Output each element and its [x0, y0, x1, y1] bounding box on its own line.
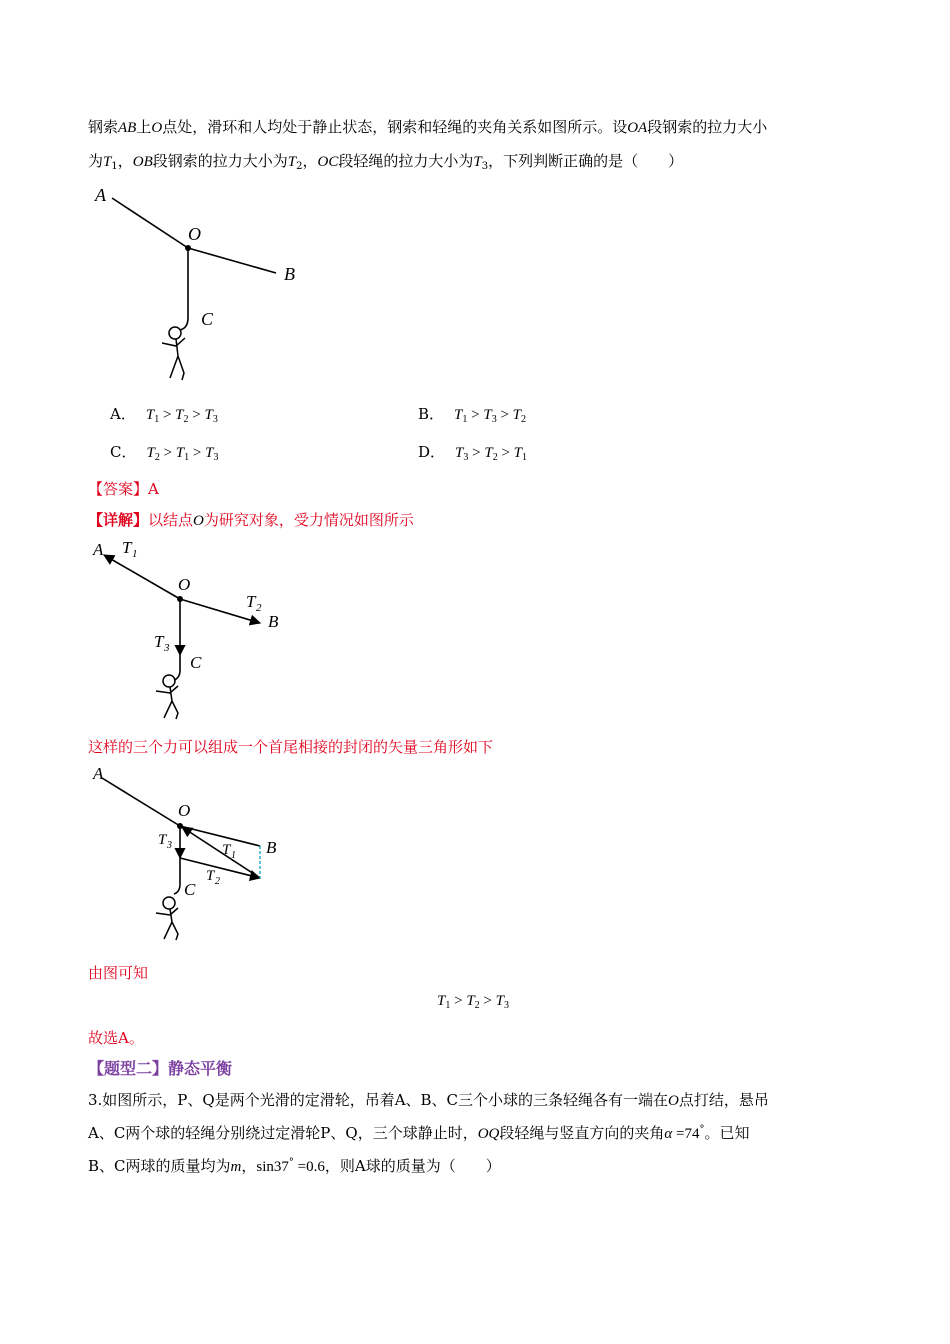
label-a: A	[93, 540, 104, 559]
detail-heading: 【详解】	[88, 511, 149, 529]
answer-text: 【答案】A	[88, 480, 159, 498]
math-var: T	[103, 154, 112, 170]
text: ，	[302, 152, 318, 170]
result-expression: $T_1 > T_2 > T_3$	[437, 993, 509, 1011]
label-t3-sub: 3	[167, 840, 172, 851]
label-t1: T	[222, 842, 231, 858]
choose-line	[88, 1027, 144, 1048]
conclusion-text	[88, 962, 148, 983]
figure-force-diagram	[88, 535, 318, 725]
arrow-t2	[180, 858, 260, 878]
label-t2-sub: 2	[215, 876, 220, 887]
q3-line-2	[88, 1122, 750, 1143]
section-title: 【题型二】静态平衡	[88, 1059, 233, 1078]
subscript: 1	[111, 161, 118, 172]
math-var: m	[230, 1159, 242, 1175]
arrow-t1	[182, 827, 260, 878]
option-a[interactable]: A． $T_1 > T_2 > T_3$	[110, 405, 218, 425]
math-var: OC	[317, 154, 339, 170]
text: ，下列判断正确的是（ ）	[488, 152, 684, 170]
rope-oc	[180, 248, 188, 330]
text: 为	[88, 152, 104, 170]
text: 钢索	[88, 118, 119, 136]
math-var: O	[668, 1093, 679, 1109]
option-c[interactable]: C． $T_2 > T_1 > T_3$	[110, 443, 219, 463]
label-c: C	[201, 309, 214, 329]
math-var: O	[151, 120, 163, 136]
person-icon	[162, 327, 185, 380]
label-a: A	[93, 764, 104, 783]
text: 段钢索的拉力大小	[647, 118, 768, 136]
text: 故选A。	[88, 1029, 144, 1047]
math-var: O	[193, 513, 204, 529]
subscript: 3	[481, 161, 489, 172]
text: 以结点	[148, 511, 194, 529]
cable-ob	[188, 248, 276, 273]
section-heading	[88, 1056, 232, 1079]
text: ，则A球的质量为（ ）	[324, 1157, 501, 1175]
rope-oc	[174, 655, 180, 680]
rope-oc	[174, 858, 180, 894]
knot-o	[177, 596, 183, 602]
person-icon	[156, 675, 178, 719]
math-var: AB	[118, 120, 137, 136]
text: B、C两球的质量均为	[88, 1157, 231, 1175]
q3-line-3	[88, 1155, 501, 1176]
text: 。已知	[704, 1124, 750, 1142]
question-stem-line-2	[88, 150, 683, 172]
math-text: sin37	[256, 1159, 289, 1175]
option-label: A．	[110, 405, 136, 423]
label-t2-sub: 2	[256, 602, 262, 614]
math-text: =0.6	[293, 1159, 325, 1175]
math-var: OA	[627, 120, 648, 136]
label-c: C	[184, 880, 196, 899]
figure-vector-triangle	[88, 762, 318, 952]
text: 上	[136, 118, 152, 136]
detail-line	[88, 509, 414, 530]
label-b: B	[284, 264, 295, 284]
label-a: A	[95, 185, 106, 205]
option-d[interactable]: D． $T_3 > T_2 > T_1$	[418, 443, 527, 463]
label-t1: T	[122, 538, 132, 557]
label-t3: T	[154, 632, 164, 651]
question-stem-line-1	[88, 116, 767, 137]
text: 点处，滑环和人均处于静止状态，钢索和轻绳的夹角关系如图所示。设	[162, 118, 628, 136]
math-var: T	[473, 154, 482, 170]
text: ，	[117, 152, 133, 170]
superscript: °	[288, 1157, 294, 1168]
math-var: α	[664, 1126, 673, 1142]
subscript: 2	[296, 161, 303, 172]
label-b: B	[268, 612, 279, 631]
label-o: O	[178, 801, 191, 820]
person-icon	[156, 897, 178, 940]
option-label: B．	[418, 405, 445, 423]
cable-ob	[180, 826, 260, 846]
math-var: T	[287, 154, 297, 170]
answer-line	[88, 478, 159, 499]
text: 段轻绳的拉力大小为	[338, 152, 474, 170]
math-var: OB	[132, 154, 153, 170]
math-var: OQ	[477, 1126, 500, 1142]
cable-oa	[102, 778, 180, 826]
label-t3-sub: 3	[164, 642, 170, 654]
q3-line-1	[88, 1089, 769, 1110]
superscript: °	[699, 1124, 705, 1135]
label-o: O	[178, 575, 191, 594]
label-c: C	[190, 653, 202, 672]
triangle-text	[88, 736, 493, 757]
label-t1-sub: 1	[132, 548, 138, 560]
label-t2: T	[246, 592, 256, 611]
label-o: O	[188, 224, 201, 244]
cable-oa	[112, 198, 188, 248]
label-t2: T	[206, 868, 215, 884]
label-b: B	[266, 838, 277, 857]
label-t1-sub: 1	[231, 850, 236, 861]
text: 段钢索的拉力大小为	[152, 152, 288, 170]
text: 点打结，悬吊	[678, 1091, 769, 1109]
option-label: C．	[110, 443, 137, 461]
text: 段轻绳与竖直方向的夹角	[499, 1124, 665, 1142]
arrow-t1	[104, 555, 180, 599]
text: A、C两个球的轻绳分别绕过定滑轮P、Q，三个球静止时，	[88, 1124, 478, 1142]
text: 由图可知	[88, 964, 149, 982]
text: ，	[241, 1157, 257, 1175]
label-t3: T	[158, 832, 167, 848]
text: 为研究对象，受力情况如图所示	[203, 511, 414, 529]
math-text: =74	[672, 1126, 700, 1142]
text: 3.如图所示，P、Q是两个光滑的定滑轮，吊着A、B、C三个小球的三条轻绳各有一端在	[88, 1091, 669, 1109]
option-label: D．	[418, 443, 446, 461]
text: 这样的三个力可以组成一个首尾相接的封闭的矢量三角形如下	[88, 738, 494, 756]
option-b[interactable]: B． $T_1 > T_3 > T_2$	[418, 405, 526, 425]
figure-cable-rope	[90, 178, 320, 388]
